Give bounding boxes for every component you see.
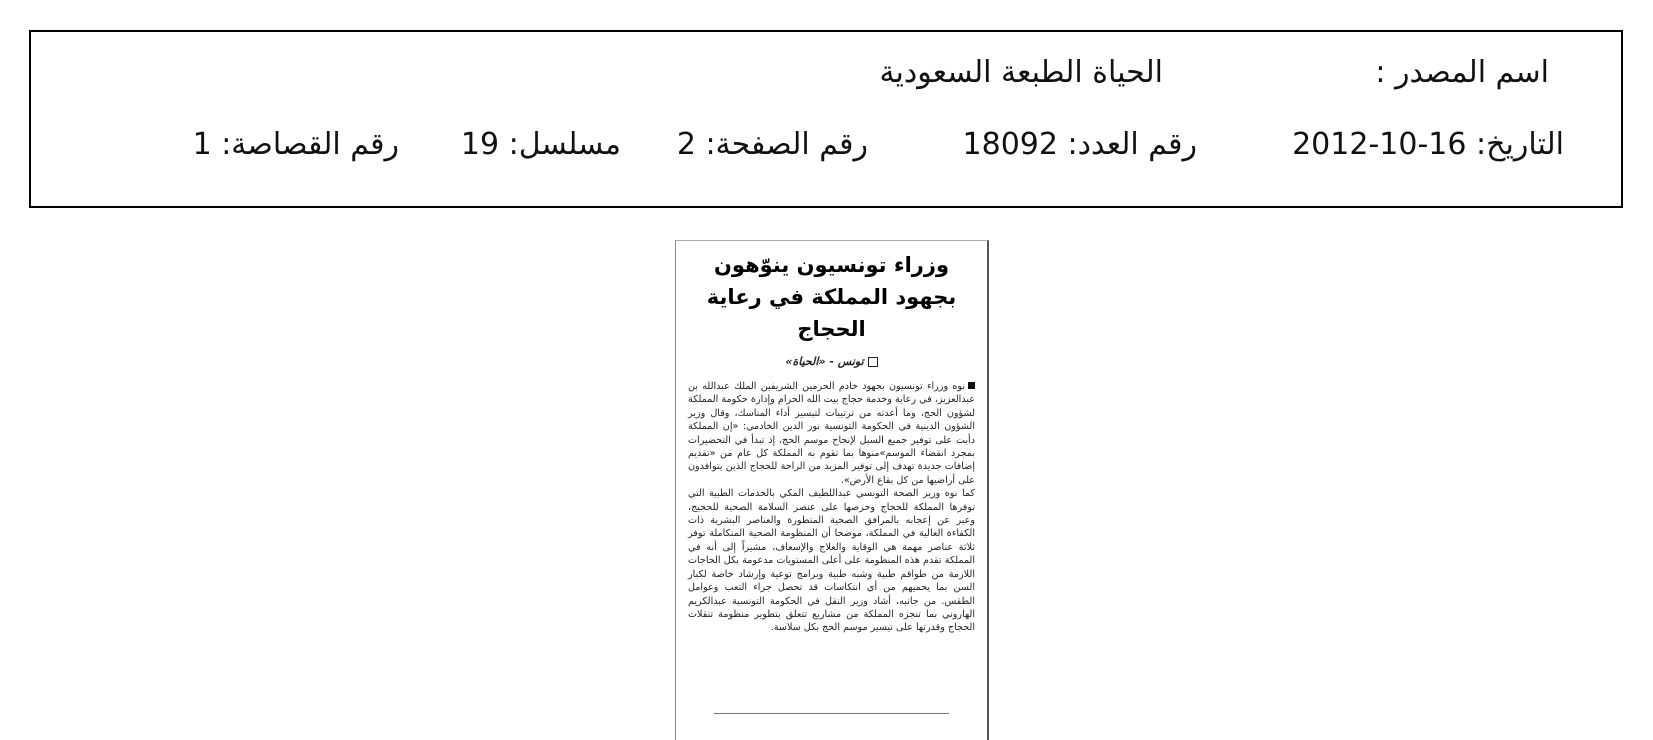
source-value: الحياة الطبعة السعودية: [879, 55, 1163, 90]
article-paragraph: [688, 380, 975, 487]
clip-number-field: رقم القصاصة: 1: [192, 127, 399, 162]
clipping-header: [29, 30, 1623, 208]
article-paragraph: [688, 487, 975, 634]
issue-number-field: رقم العدد: 18092: [962, 127, 1197, 162]
square-bullet-icon: [868, 357, 878, 367]
source-label: اسم المصدر :: [1375, 55, 1549, 90]
byline-text: تونس - «الحياة»: [785, 355, 864, 368]
serial-number-field: مسلسل: 19: [460, 127, 621, 162]
article-title: وزراء تونسيون ينوّهون بجهود المملكة في رعاية الحجاج: [706, 253, 957, 341]
page-number-field: رقم الصفحة: 2: [676, 127, 868, 162]
paragraph-text: كما نوه وزير الصحة التونسي عبداللطيف المكي بالخدمات الطبية التي توفرها المملكة للحجاج وحرصها على عنصر السلامة الصحية للحجيج، وعبر عن إعجابه بالمرافق الصحية المتطورة والعناصر البشرية ذات الكفاءة العالية في المملكة، موضحا أن المنظومة الصحية المتكاملة توفر ثلاثة عناصر مهمة هي الوقاية والعلاج والإسعاف، مشيراً إلى أنه في المملكة تقدم هذه المنظومة على أعلى المستويات مدعومة بكل الحاجات اللازمة من طواقم طبية وشبه طبية وبرامج توعية وإرشاد خاصة لكبار السن بما يحميهم من أي انتكاسات قد تحصل جراء التعب وعوامل الطقس. من جانبه، أشاد وزير النقل في الحكومة التونسية عبدالكريم الهاروني بما تنجزه المملكة من مشاريع تتعلق بتطوير منظومة تنقلات الحجاج وقدرتها على تيسير موسم الحج بكل سلاسة.: [688, 488, 975, 634]
newspaper-clipping: [675, 240, 989, 740]
article-end-divider: [714, 713, 949, 714]
date-field: التاريخ: 16-10-2012: [1292, 127, 1564, 162]
paragraph-text: نوه وزراء تونسيون بجهود خادم الحرمين الشريفين الملك عبدالله بن عبدالعزيز، في رعاية وخدمة حجاج بيت الله الحرام وإدارة حكومة المملكة لشؤون الحج، وما أعدته من ترتيبات لتيسير أداء المناسك، وقال وزير الشؤون الدينية في الحكومة التونسية نور الدين الخادمي: «إن المملكة دأبت على توفير جميع السبل لإنجاح موسم الحج، إذ تبدأ في التحضيرات بمجرد انقضاء الموسم»منوها بما تقوم به المملكة كل عام من «تقديم إضافات جديدة تهدف إلى توفير المزيد من الراحة للحجاج الذين يتوافدون على أراضيها من كل بقاع الأرض».: [688, 381, 975, 486]
article-body: [688, 380, 975, 635]
article-byline: [676, 355, 987, 368]
paragraph-marker-icon: [968, 382, 975, 389]
